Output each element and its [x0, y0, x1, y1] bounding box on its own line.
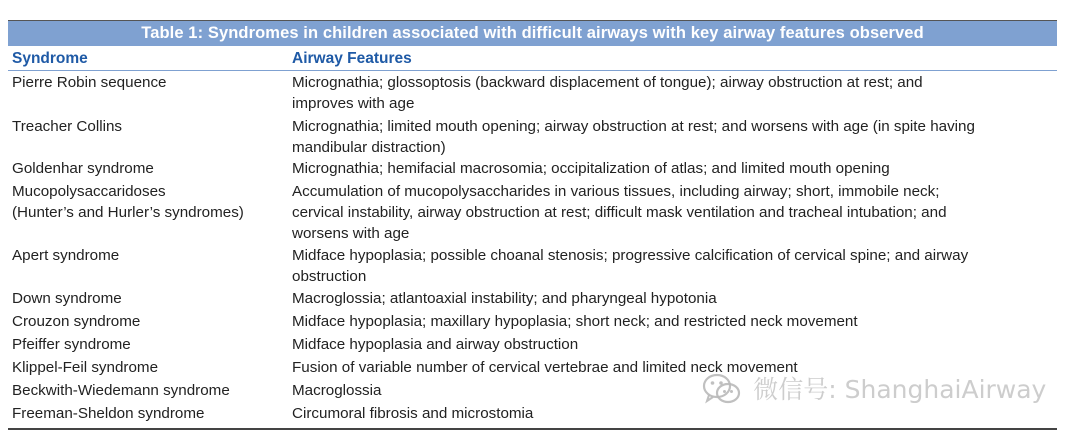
wechat-logo-icon	[702, 372, 742, 408]
features-line: cervical instability, airway obstruction at rest; difficult mask ventilation and tracheal intubation; and	[292, 204, 947, 221]
syndrome-cell	[12, 334, 287, 355]
syndrome-line: Freeman-Sheldon syndrome	[12, 405, 205, 422]
watermark	[702, 368, 1062, 408]
syndrome-cell	[12, 403, 287, 424]
features-line: Micrognathia; glossoptosis (backward displacement of tongue); airway obstruction at rest; and	[292, 74, 923, 91]
features-line: Accumulation of mucopolysaccharides in various tissues, including airway; short, immobile neck;	[292, 183, 940, 200]
features-line: Micrognathia; limited mouth opening; airway obstruction at rest; and worsens with age (in spite having	[292, 118, 975, 135]
syndrome-cell	[12, 116, 287, 137]
syndrome-cell	[12, 158, 287, 179]
syndrome-cell	[12, 245, 287, 266]
airway-features-cell	[292, 245, 1062, 287]
features-line: Macroglossia	[292, 382, 382, 399]
syndrome-cell	[12, 288, 287, 309]
watermark-text: 微信号: ShanghaiAirway	[753, 375, 1047, 405]
syndrome-line: Goldenhar syndrome	[12, 160, 154, 177]
features-line: improves with age	[292, 95, 415, 112]
syndrome-line: Mucopolysaccaridoses	[12, 183, 166, 200]
syndrome-cell	[12, 380, 287, 401]
header-rule	[8, 70, 1057, 71]
syndrome-cell	[12, 357, 287, 378]
features-line: Midface hypoplasia; maxillary hypoplasia; short neck; and restricted neck movement	[292, 313, 858, 330]
syndrome-cell	[12, 181, 287, 223]
syndrome-line: Apert syndrome	[12, 247, 120, 264]
syndrome-line: Treacher Collins	[12, 118, 123, 135]
syndrome-line: Down syndrome	[12, 290, 122, 307]
features-line: Micrognathia; hemifacial macrosomia; occipitalization of atlas; and limited mouth opening	[292, 160, 890, 177]
features-line: worsens with age	[292, 225, 410, 242]
column-header-airway-features: Airway Features	[292, 50, 412, 67]
features-line: Midface hypoplasia and airway obstruction	[292, 336, 579, 353]
features-line: Midface hypoplasia; possible choanal stenosis; progressive calcification of cervical spine; and airway	[292, 247, 969, 264]
syndrome-line: Pierre Robin sequence	[12, 74, 167, 91]
airway-features-cell	[292, 181, 1062, 244]
column-header-syndrome: Syndrome	[12, 50, 88, 67]
features-line: mandibular distraction)	[292, 139, 446, 156]
syndrome-line: Pfeiffer syndrome	[12, 336, 131, 353]
features-line: obstruction	[292, 268, 367, 285]
syndrome-line: (Hunter’s and Hurler’s syndromes)	[12, 204, 244, 221]
features-line: Circumoral fibrosis and microstomia	[292, 405, 534, 422]
airway-features-cell	[292, 158, 1062, 179]
table-bottom-rule	[8, 428, 1057, 430]
features-line: Macroglossia; atlantoaxial instability; and pharyngeal hypotonia	[292, 290, 717, 307]
features-line: Fusion of variable number of cervical vertebrae and limited neck movement	[292, 359, 798, 376]
airway-features-cell	[292, 288, 1062, 309]
table-title: Table 1: Syndromes in children associated with difficult airways with key airway features observed	[8, 21, 1057, 46]
syndrome-line: Beckwith-Wiedemann syndrome	[12, 382, 230, 399]
airway-features-cell	[292, 116, 1062, 158]
syndrome-cell	[12, 311, 287, 332]
syndrome-line: Klippel-Feil syndrome	[12, 359, 159, 376]
syndrome-cell	[12, 72, 287, 93]
syndrome-line: Crouzon syndrome	[12, 313, 141, 330]
airway-features-cell	[292, 334, 1062, 355]
airway-features-cell	[292, 72, 1062, 114]
airway-features-cell	[292, 311, 1062, 332]
